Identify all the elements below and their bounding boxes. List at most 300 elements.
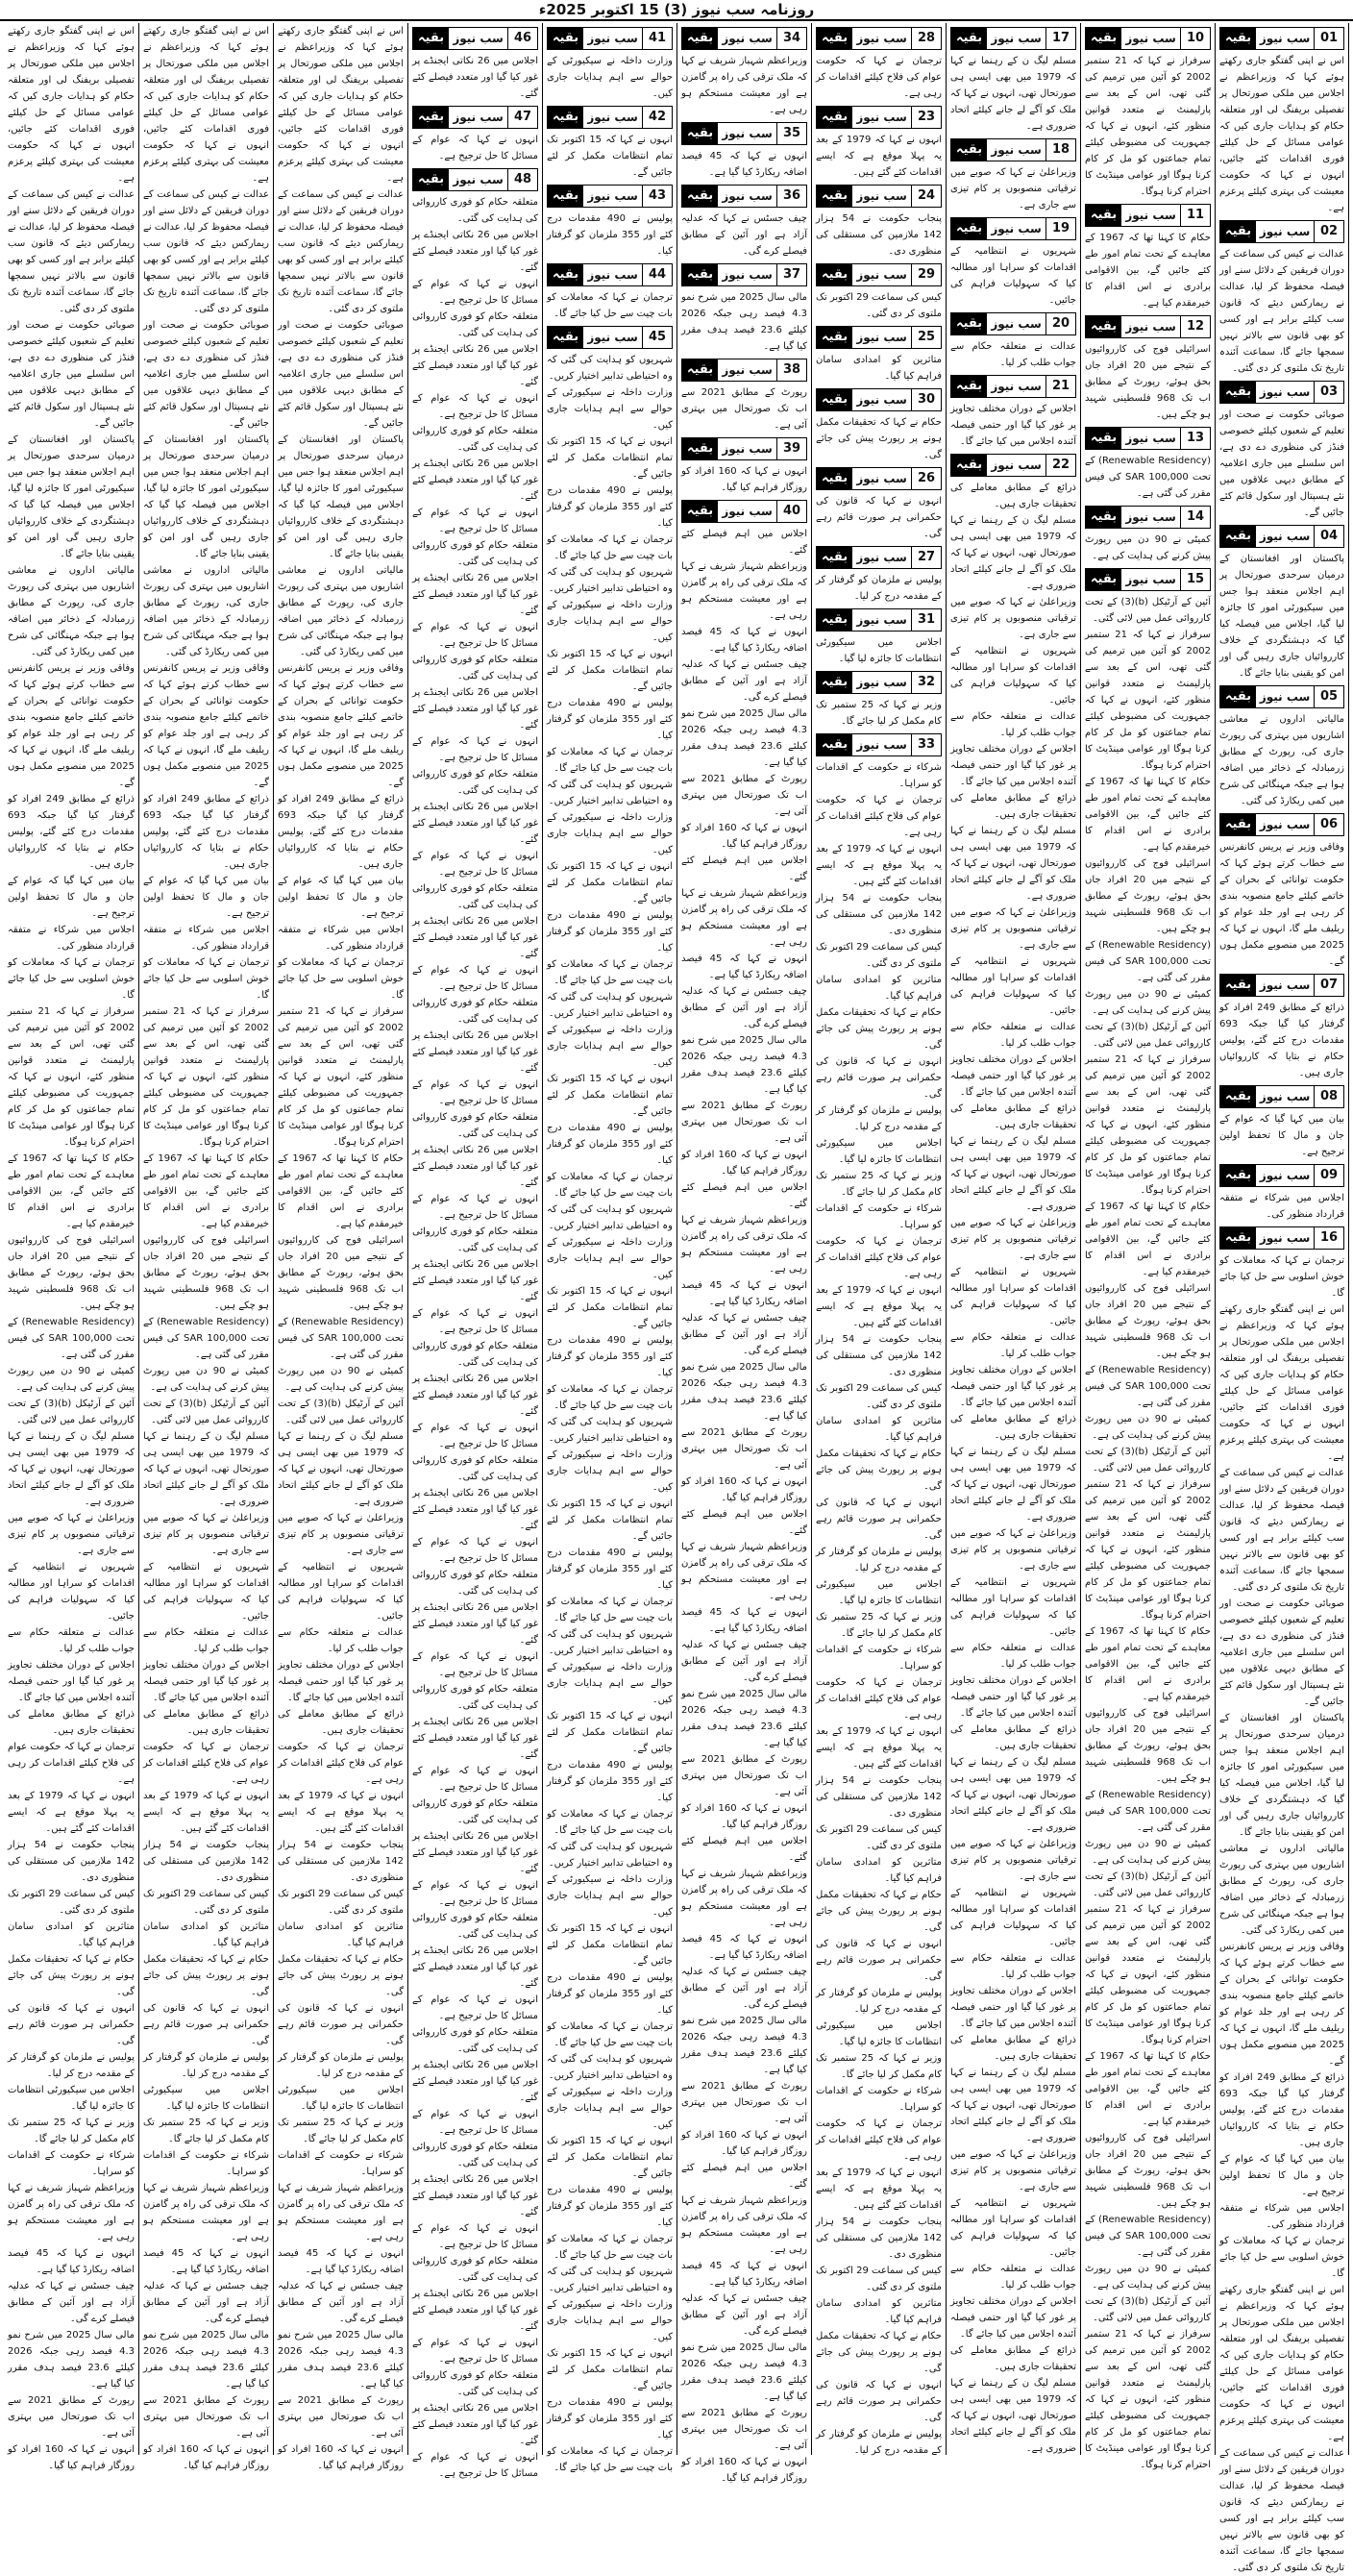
article-text: شہریوں نے انتظامیہ کے اقدامات کو سراہا اور مطالبہ کیا کہ سہولیات فراہم کی جائیں۔: [950, 1577, 1076, 1637]
article-text: ذرائع کے مطابق 249 افراد کو گرفتار کیا گیا جبکہ 693 مقدمات درج کئے گئے، پولیس حکام نے بتایا کہ کارروائیاں جاری ہیں۔: [1219, 2072, 1344, 2148]
article-text: انہوں نے کہا کہ 1979 کے بعد یہ پہلا موقع ہے کہ ایسے اقدامات کئے گئے ہیں۔: [816, 1726, 943, 1770]
article-text: ترجمان نے کہا کہ معاملات کو بات چیت سے حل کیا جائے گا۔: [547, 747, 673, 774]
article-text: (Renewable Residency) کے تحت 100,000 SAR کی فیس مقرر کی گئی ہے۔: [1085, 1790, 1211, 1833]
article-text: انہوں نے کہا کہ قانون کی حکمرانی ہر صورت قائم رہے گی۔: [8, 2003, 135, 2046]
article-header: [1219, 1164, 1344, 1187]
article-source-label: سب نیوز: [722, 505, 773, 518]
article-source-label: سب نیوز: [856, 613, 907, 627]
article-text: انہوں نے کہا کہ 45 فیصد اضافہ ریکارڈ کیا گیا ہے۔: [278, 2248, 404, 2275]
article-text: انہوں نے کہا کہ عوام کے مسائل کا حل ترجیح ہے۔: [412, 1079, 538, 1106]
article-source-label: سب نیوز: [991, 317, 1042, 331]
article-source-label: سب نیوز: [722, 32, 773, 45]
article-header: [681, 27, 807, 50]
article-text: اجلاس میں سیکیورٹی انتظامات کا جائزہ لیا گیا۔: [8, 2085, 135, 2112]
article-text: پولیس نے ملزمان کو گرفتار کر کے مقدمہ درج کر لیا۔: [816, 1105, 942, 1132]
article-text: ترجمان نے کہا کہ معاملات کو بات چیت سے حل کیا جائے گا۔: [547, 2446, 673, 2473]
article-text: متعلقہ حکام کو فوری کارروائی کی ہدایت کی گئی۔: [412, 1798, 538, 1825]
article-text: انہوں نے کہا کہ قانون کی حکمرانی ہر صورت قائم رہے گی۔: [816, 1498, 942, 1541]
page-header: [0, 0, 1353, 21]
article-text: وزارت داخلہ نے سیکیورٹی کے حوالے سے اہم ہدایات جاری کیں۔: [547, 1025, 673, 1068]
article-text: مسلم لیگ ن کے رہنما نے کہا کہ 1979 میں بھی ایسی ہی صورتحال تھی، انہوں نے کہا کہ ملک کو آگے لے جانے کیلئے اتحاد ضروری ہے۔: [950, 2068, 1076, 2143]
article-text: وزارت داخلہ نے سیکیورٹی کے حوالے سے اہم ہدایات جاری کیں۔: [547, 600, 673, 643]
article-text: صوبائی حکومت نے صحت اور تعلیم کے شعبوں کیلئے خصوصی فنڈز کی منظوری دے دی ہے، اس سلسلے میں جاری اعلامیہ کے مطابق دیہی علاقوں میں نئے ہسپتال اور سکول قائم کئے جائیں گے۔: [1219, 409, 1344, 518]
article-text: متعلقہ حکام کو فوری کارروائی کی ہدایت کی گئی۔: [412, 655, 538, 681]
article-text: مالیاتی اداروں نے معاشی اشاریوں میں بہتری کی رپورٹ جاری کی، رپورٹ کے مطابق زرمبادلہ کے ذخائر میں اضافہ ہوا ہے جبکہ مہنگائی کی شرح میں کمی ریکارڈ کی گئی۔: [8, 565, 135, 657]
column-3: [946, 23, 1080, 2455]
article-text: عدالت نے متعلقہ حکام سے جواب طلب کر لیا۔: [950, 1022, 1076, 1049]
article-text: پولیس نے 490 مقدمات درج کئے اور 355 ملزمان کو گرفتار کیا۔: [547, 1335, 673, 1378]
article-text: انہوں نے کہا کہ 45 فیصد اضافہ ریکارڈ کیا گیا ہے۔: [8, 2248, 135, 2275]
article-header: [950, 27, 1076, 50]
article-text: شہریوں کو ہدایت کی گئی کہ وہ احتیاطی تدابیر اختیار کریں۔: [547, 355, 673, 382]
article-text: متاثرین کو امدادی سامان فراہم کیا گیا۔: [816, 355, 942, 382]
article-text: اجلاس میں شرکاء نے متفقہ قرارداد منظور کی۔: [278, 925, 404, 952]
article-text: ترجمان نے کہا کہ معاملات کو بات چیت سے حل کیا جائے گا۔: [547, 959, 673, 986]
article-text: انہوں نے کہا کہ 15 اکتوبر تک تمام انتظامات مکمل کر لئے جائیں گے۔: [547, 135, 673, 178]
article-header: [1085, 506, 1211, 529]
article-text: ترجمان نے کہا کہ معاملات کو بات چیت سے حل کیا جائے گا۔: [547, 2234, 673, 2261]
article-number: 16: [1314, 1227, 1343, 1249]
article-text: ترجمان نے کہا کہ حکومت عوام کی فلاح کیلئے اقدامات کر رہی ہے۔: [143, 1742, 269, 1785]
article-text: وفاقی وزیر نے پریس کانفرنس سے خطاب کرتے ہوئے کہا کہ حکومت توانائی کے بحران کے خاتمے کیلئے جامع منصوبہ بندی کر رہی ہے اور جلد عوام کو ریلیف ملے گا، انہوں نے کہا کہ 2025 میں منصوبے مکمل ہوں گے۔: [8, 663, 135, 788]
article-source-label: سب نیوز: [722, 442, 773, 456]
article-text: متعلقہ حکام کو فوری کارروائی کی ہدایت کی گئی۔: [412, 197, 538, 224]
article-text: انہوں نے کہا کہ 160 افراد کو روزگار فراہم کیا گیا۔: [681, 823, 808, 850]
article-text: اجلاس کے دوران مختلف تجاویز پر غور کیا گیا اور حتمی فیصلہ آئندہ اجلاس میں کیا جائے گا۔: [278, 1660, 404, 1703]
article-source-label: سب نیوز: [587, 189, 638, 203]
article-text: (Renewable Residency) کے تحت 100,000 SAR کی فیس مقرر کی گئی ہے۔: [1085, 456, 1211, 499]
article-text: ترجمان نے کہا کہ معاملات کو بات چیت سے حل کیا جائے گا۔: [547, 1384, 673, 1411]
article-text: متعلقہ حکام کو فوری کارروائی کی ہدایت کی گئی۔: [412, 2142, 538, 2168]
article-source-label: سب نیوز: [856, 551, 907, 564]
article-text: اجلاس میں 26 نکاتی ایجنڈے پر غور کیا گیا اور متعدد فیصلے کئے گئے۔: [412, 573, 539, 616]
article-text: انہوں نے کہا کہ 15 اکتوبر تک تمام انتظامات مکمل کر لئے جائیں گے۔: [547, 436, 673, 480]
article-source-label: سب نیوز: [1259, 530, 1311, 543]
article-text: عدالت نے کیس کی سماعت کے دوران فریقین کے دلائل سنے اور فیصلہ محفوظ کر لیا، عدالت نے ریمارکس دیئے کہ قانون سب کیلئے برابر ہے اور کسی کو بھی قانون سے بالاتر نہیں سمجھا جائے گا، سماعت آئندہ تاریخ تک ملتوی کر دی گئی۔: [1219, 249, 1344, 374]
article-text: انہوں نے کہا کہ 15 اکتوبر تک تمام انتظامات مکمل کر لئے جائیں گے۔: [547, 1923, 673, 1967]
article-text: متعلقہ حکام کو فوری کارروائی کی ہدایت کی گئی۔: [412, 311, 538, 338]
article-source-label: سب نیوز: [722, 127, 773, 140]
article-header: [816, 388, 942, 411]
article-text: رپورٹ کے مطابق 2021 سے اب تک صورتحال میں بہتری آئی ہے۔: [681, 2408, 807, 2451]
article-text: عدالت نے متعلقہ حکام سے جواب طلب کر لیا۔: [278, 1627, 404, 1654]
article-text: متعلقہ حکام کو فوری کارروائی کی ہدایت کی گئی۔: [412, 2370, 538, 2397]
article-text: اجلاس میں شرکاء نے متفقہ قرارداد منظور کی۔: [8, 925, 135, 952]
article-header: [681, 359, 807, 382]
article-text: چیف جسٹس نے کہا کہ عدلیہ آزاد ہے اور آئین کے مطابق فیصلے کرے گی۔: [8, 2281, 135, 2324]
article-text: اجلاس میں 26 نکاتی ایجنڈے پر غور کیا گیا اور متعدد فیصلے کئے گئے۔: [412, 1030, 539, 1074]
article-number: 32: [911, 672, 941, 693]
article-text: سرفراز نے کہا کہ 21 ستمبر 2002 کو آئین میں ترمیم کی گئی تھی، اس کے بعد سے پارلیمنٹ نے متعدد قوانین منظور کئے، انہوں نے کہا کہ جمہوریت کی مضبوطی کیلئے تمام جماعتوں کو مل کر کام کرنا ہوگا اور عوامی مینڈیٹ کا احترام کرنا ہوگا۔: [1085, 2329, 1211, 2470]
article-header: [681, 437, 807, 460]
article-number: 38: [776, 359, 806, 381]
article-text: کیس کی سماعت 29 اکتوبر تک ملتوی کر دی گئی۔: [815, 2266, 942, 2292]
continuation-tag: بقیہ: [1220, 28, 1256, 49]
continuation-tag: بقیہ: [548, 327, 583, 348]
article-text: پولیس نے ملزمان کو گرفتار کر کے مقدمہ درج کر لیا۔: [816, 2429, 942, 2456]
article-text: کمیٹی نے 90 دن میں رپورٹ پیش کرنے کی ہدایت کی ہے۔: [1085, 534, 1211, 561]
article-text: متعلقہ حکام کو فوری کارروائی کی ہدایت کی گئی۔: [412, 1913, 538, 1940]
continuation-tag: بقیہ: [1220, 1086, 1256, 1107]
article-text: عدالت نے متعلقہ حکام سے جواب طلب کر لیا۔: [950, 1643, 1076, 1670]
article-text: اجلاس کے دوران مختلف تجاویز پر غور کیا گیا اور حتمی فیصلہ آئندہ اجلاس میں کیا جائے گا۔: [950, 744, 1076, 787]
article-text: اجلاس میں اہم فیصلے کئے گئے۔: [681, 1836, 807, 1863]
article-number: 24: [911, 186, 941, 207]
article-text: شہریوں کو ہدایت کی گئی کہ وہ احتیاطی تدابیر اختیار کریں۔: [547, 780, 673, 806]
continuation-tag: بقیہ: [682, 123, 718, 144]
article-text: بیان میں کہا گیا کہ عوام کے جان و مال کا تحفظ اولین ترجیح ہے۔: [1219, 1114, 1344, 1157]
article-source-label: سب نیوز: [856, 268, 907, 282]
article-text: اجلاس میں 26 نکاتی ایجنڈے پر غور کیا گیا اور متعدد فیصلے کئے گئے۔: [412, 1717, 539, 1760]
article-text: متاثرین کو امدادی سامان فراہم کیا گیا۔: [816, 2298, 942, 2325]
article-text: انہوں نے کہا کہ 1979 کے بعد یہ پہلا موقع ہے کہ ایسے اقدامات کئے گئے ہیں۔: [143, 1791, 270, 1834]
article-text: وزیراعلیٰ نے کہا کہ صوبے میں ترقیاتی منصوبوں پر کام تیزی سے جاری ہے۔: [950, 1218, 1076, 1261]
article-text: انہوں نے کہا کہ 15 اکتوبر تک تمام انتظامات مکمل کر لئے جائیں گے۔: [547, 1499, 673, 1542]
article-source-label: سب نیوز: [1259, 225, 1311, 238]
article-source-label: سب نیوز: [856, 111, 907, 124]
article-source-label: سب نیوز: [1125, 320, 1176, 334]
article-text: صوبائی حکومت نے صحت اور تعلیم کے شعبوں کیلئے خصوصی فنڈز کی منظوری دے دی ہے، اس سلسلے میں جاری اعلامیہ کے مطابق دیہی علاقوں میں نئے ہسپتال اور سکول قائم کئے جائیں گے۔: [278, 320, 404, 429]
article-text: اجلاس میں 26 نکاتی ایجنڈے پر غور کیا گیا اور متعدد فیصلے کئے گئے۔: [412, 1488, 539, 1531]
article-text: وزیراعظم شہباز شریف نے کہا کہ ملک ترقی کی راہ پر گامزن ہے اور معیشت مستحکم ہو رہی ہے۔: [681, 1869, 807, 1928]
article-header: [1219, 220, 1344, 243]
article-text: وزارت داخلہ نے سیکیورٹی کے حوالے سے اہم ہدایات جاری کیں۔: [547, 812, 673, 855]
column-7: [407, 23, 542, 2479]
article-text: کمیٹی نے 90 دن میں رپورٹ پیش کرنے کی ہدایت کی ہے۔: [1085, 989, 1211, 1016]
article-text: مسلم لیگ ن کے رہنما نے کہا کہ 1979 میں بھی ایسی ہی صورتحال تھی، انہوں نے کہا کہ ملک کو آگے لے جانے کیلئے اتحاد ضروری ہے۔: [950, 2378, 1076, 2454]
article-text: اس نے اپنی گفتگو جاری رکھتے ہوئے کہا کہ وزیراعظم نے اجلاس میں ملکی صورتحال پر تفصیلی بریفنگ لی اور متعلقہ حکام کو ہدایات جاری کیں کہ عوامی مسائل کے حل کیلئے فوری اقدامات کئے جائیں، انہوں نے کہا کہ حکومت معیشت کی بہتری کیلئے پرعزم ہے۔: [1219, 2285, 1344, 2442]
article-text: شہریوں نے انتظامیہ کے اقدامات کو سراہا اور مطالبہ کیا کہ سہولیات فراہم کی جائیں۔: [950, 956, 1076, 1016]
article-text: انہوں نے کہا کہ 1979 کے بعد یہ پہلا موقع ہے کہ ایسے اقدامات کئے گئے ہیں۔: [816, 1285, 943, 1328]
article-text: ترجمان نے کہا کہ معاملات کو بات چیت سے حل کیا جائے گا۔: [547, 534, 673, 561]
article-header: [547, 263, 673, 286]
article-text: پولیس نے ملزمان کو گرفتار کر کے مقدمہ درج کر لیا۔: [816, 1988, 942, 2015]
article-text: عدالت نے متعلقہ حکام سے جواب طلب کر لیا۔: [8, 1627, 135, 1654]
continuation-tag: بقیہ: [817, 734, 852, 755]
article-text: بیان میں کہا گیا کہ عوام کے جان و مال کا تحفظ اولین ترجیح ہے۔: [143, 876, 269, 919]
article-text: حکام نے کہا کہ تحقیقات مکمل ہونے پر رپورٹ پیش کی جائے گی۔: [278, 1954, 404, 1997]
article-text: اس نے اپنی گفتگو جاری رکھتے ہوئے کہا کہ وزیراعظم نے اجلاس میں ملکی صورتحال پر تفصیلی بریفنگ لی اور متعلقہ حکام کو ہدایات جاری کیں کہ عوامی مسائل کے حل کیلئے فوری اقدامات کئے جائیں، انہوں نے کہا کہ حکومت معیشت کی بہتری کیلئے پرعزم ہے۔: [143, 26, 269, 184]
column-6: [542, 23, 676, 2473]
article-source-label: سب نیوز: [991, 143, 1042, 157]
article-header: [816, 546, 942, 569]
article-text: انہوں نے کہا کہ 160 افراد کو روزگار فراہم کیا گیا۔: [8, 2444, 135, 2471]
article-text: انہوں نے کہا کہ 1979 کے بعد یہ پہلا موقع ہے کہ ایسے اقدامات کئے گئے ہیں۔: [816, 135, 943, 178]
article-text: وزارت داخلہ نے سیکیورٹی کے حوالے سے اہم ہدایات جاری کیں۔: [547, 387, 673, 431]
article-source-label: سب نیوز: [722, 268, 773, 282]
article-text: انہوں نے کہا کہ 45 فیصد اضافہ ریکارڈ کیا گیا ہے۔: [681, 954, 807, 980]
article-text: انہوں نے کہا کہ قانون کی حکمرانی ہر صورت قائم رہے گی۔: [278, 2003, 404, 2046]
article-text: ترجمان نے کہا کہ حکومت عوام کی فلاح کیلئے اقدامات کر رہی ہے۔: [816, 56, 942, 99]
continuation-tag: بقیہ: [1220, 975, 1256, 996]
article-text: اجلاس میں اہم فیصلے کئے گئے۔: [681, 1182, 807, 1209]
continuation-tag: بقیہ: [1086, 569, 1121, 590]
article-header: [547, 27, 673, 50]
continuation-tag: بقیہ: [817, 28, 852, 49]
article-text: حکام نے کہا کہ تحقیقات مکمل ہونے پر رپورٹ پیش کی جائے گی۔: [816, 1449, 942, 1492]
article-text: مالی سال 2025 میں شرح نمو 4.3 فیصد رہی جبکہ 2026 کیلئے 23.6 فیصد ہدف مقرر کیا گیا ہے۔: [143, 2330, 269, 2390]
article-header: [816, 608, 942, 632]
article-text: انہوں نے کہا کہ قانون کی حکمرانی ہر صورت قائم رہے گی۔: [143, 2003, 269, 2046]
continuation-tag: بقیہ: [951, 218, 987, 239]
continuation-tag: بقیہ: [817, 327, 852, 348]
continuation-tag: بقیہ: [951, 28, 987, 49]
article-text: کمیٹی نے 90 دن میں رپورٹ پیش کرنے کی ہدایت کی ہے۔: [143, 1366, 269, 1393]
article-text: اسرائیلی فوج کی کارروائیوں کے نتیجے میں 20 افراد جاں بحق ہوئے، رپورٹ کے مطابق اب تک 968 فلسطینی شہید ہو چکے ہیں۔: [278, 1235, 404, 1311]
article-source-label: سب نیوز: [1125, 32, 1176, 45]
article-text: انہوں نے کہا کہ 1979 کے بعد یہ پہلا موقع ہے کہ ایسے اقدامات کئے گئے ہیں۔: [816, 2167, 943, 2211]
article-text: وزیر نے کہا کہ 25 ستمبر تک کام مکمل کر لیا جائے گا۔: [816, 1171, 942, 1198]
article-text: وزارت داخلہ نے سیکیورٹی کے حوالے سے اہم ہدایات جاری کیں۔: [547, 1237, 673, 1280]
article-source-label: سب نیوز: [1259, 1090, 1311, 1103]
article-header: [681, 185, 807, 208]
article-source-label: سب نیوز: [1259, 1169, 1311, 1182]
article-text: رپورٹ کے مطابق 2021 سے اب تک صورتحال میں بہتری آئی ہے۔: [278, 2395, 404, 2439]
article-text: شہریوں نے انتظامیہ کے اقدامات کو سراہا اور مطالبہ کیا کہ سہولیات فراہم کی جائیں۔: [950, 1267, 1076, 1326]
article-text: مالیاتی اداروں نے معاشی اشاریوں میں بہتری کی رپورٹ جاری کی، رپورٹ کے مطابق زرمبادلہ کے ذخائر میں اضافہ ہوا ہے جبکہ مہنگائی کی شرح میں کمی ریکارڈ کی گئی۔: [1219, 1844, 1344, 1936]
continuation-tag: بقیہ: [682, 438, 718, 459]
article-text: وزیر نے کہا کہ 25 ستمبر تک کام مکمل کر لیا جائے گا۔: [816, 2053, 942, 2080]
article-text: رپورٹ کے مطابق 2021 سے اب تک صورتحال میں بہتری آئی ہے۔: [681, 1754, 807, 1797]
article-number: 22: [1046, 455, 1075, 476]
article-text: عدالت نے متعلقہ حکام سے جواب طلب کر لیا۔: [950, 1332, 1076, 1359]
article-text: اجلاس میں 26 نکاتی ایجنڈے پر غور کیا گیا اور متعدد فیصلے کئے گئے۔: [412, 1145, 539, 1188]
article-text: آئین کے آرٹیکل (b)(3) کے تحت کارروائی عمل میں لائی گئی۔: [1085, 1022, 1211, 1049]
article-number: 04: [1314, 526, 1343, 547]
article-header: [1085, 315, 1211, 338]
article-text: انہوں نے کہا کہ قانون کی حکمرانی ہر صورت قائم رہے گی۔: [816, 1056, 942, 1100]
article-header: [1085, 204, 1211, 227]
article-text: انہوں نے کہا کہ عوام کے مسائل کا حل ترجیح ہے۔: [412, 851, 538, 878]
continuation-tag: بقیہ: [413, 28, 449, 49]
article-text: ترجمان نے کہا کہ معاملات کو بات چیت سے حل کیا جائے گا۔: [547, 1172, 673, 1199]
continuation-tag: بقیہ: [1086, 507, 1121, 528]
article-text: عدالت نے کیس کی سماعت کے دوران فریقین کے دلائل سنے اور فیصلہ محفوظ کر لیا، عدالت نے ریمارکس دیئے کہ قانون سب کیلئے برابر ہے اور کسی کو بھی قانون سے بالاتر نہیں سمجھا جائے گا، سماعت آئندہ تاریخ تک ملتوی کر دی گئی۔: [278, 189, 404, 314]
article-text: شہریوں نے انتظامیہ کے اقدامات کو سراہا اور مطالبہ کیا کہ سہولیات فراہم کی جائیں۔: [950, 646, 1076, 706]
article-text: ذرائع کے مطابق معاملے کی تحقیقات جاری ہیں۔: [950, 2345, 1076, 2372]
article-text: مالی سال 2025 میں شرح نمو 4.3 فیصد رہی جبکہ 2026 کیلئے 23.6 فیصد ہدف مقرر کیا گیا ہے۔: [681, 708, 807, 768]
article-text: آئین کے آرٹیکل (b)(3) کے تحت کارروائی عمل میں لائی گئی۔: [278, 1399, 404, 1425]
article-text: انہوں نے کہا کہ 45 فیصد اضافہ ریکارڈ کیا گیا ہے۔: [681, 1934, 807, 1961]
article-number: 35: [776, 123, 806, 144]
article-text: رپورٹ کے مطابق 2021 سے اب تک صورتحال میں بہتری آئی ہے۔: [681, 1101, 807, 1144]
article-text: آئین کے آرٹیکل (b)(3) کے تحت کارروائی عمل میں لائی گئی۔: [143, 1399, 269, 1425]
article-text: اجلاس میں 26 نکاتی ایجنڈے پر غور کیا گیا اور متعدد فیصلے کئے گئے۔: [412, 2060, 539, 2103]
article-text: شہریوں نے انتظامیہ کے اقدامات کو سراہا اور مطالبہ کیا کہ سہولیات فراہم کی جائیں۔: [143, 1562, 269, 1622]
article-text: مسلم لیگ ن کے رہنما نے کہا کہ 1979 میں بھی ایسی ہی صورتحال تھی، انہوں نے کہا کہ ملک کو آگے لے جانے کیلئے اتحاد ضروری ہے۔: [950, 1757, 1076, 1833]
article-source-label: سب نیوز: [453, 32, 504, 45]
article-text: انہوں نے کہا کہ 15 اکتوبر تک تمام انتظامات مکمل کر لئے جائیں گے۔: [547, 2348, 673, 2391]
article-text: وفاقی وزیر نے پریس کانفرنس سے خطاب کرتے ہوئے کہا کہ حکومت توانائی کے بحران کے خاتمے کیلئے جامع منصوبہ بندی کر رہی ہے اور جلد عوام کو ریلیف ملے گا، انہوں نے کہا کہ 2025 میں منصوبے مکمل ہوں گے۔: [1219, 842, 1344, 967]
article-text: پولیس نے 490 مقدمات درج کئے اور 355 ملزمان کو گرفتار کیا۔: [547, 2185, 673, 2228]
article-text: سرفراز نے کہا کہ 21 ستمبر 2002 کو آئین میں ترمیم کی گئی تھی، اس کے بعد سے پارلیمنٹ نے متعدد قوانین منظور کئے، انہوں نے کہا کہ جمہوریت کی مضبوطی کیلئے تمام جماعتوں کو مل کر کام کرنا ہوگا اور عوامی مینڈیٹ کا احترام کرنا ہوگا۔: [1085, 56, 1211, 197]
article-text: اجلاس میں اہم فیصلے کئے گئے۔: [681, 529, 807, 556]
article-text: اسرائیلی فوج کی کارروائیوں کے نتیجے میں 20 افراد جاں بحق ہوئے، رپورٹ کے مطابق اب تک 968 فلسطینی شہید ہو چکے ہیں۔: [8, 1235, 135, 1311]
article-text: وزیراعلیٰ نے کہا کہ صوبے میں ترقیاتی منصوبوں پر کام تیزی سے جاری ہے۔: [950, 907, 1076, 951]
article-text: ترجمان نے کہا کہ حکومت عوام کی فلاح کیلئے اقدامات کر رہی ہے۔: [816, 2118, 942, 2162]
article-header: [1219, 685, 1344, 708]
article-text: وزیر نے کہا کہ 25 ستمبر تک کام مکمل کر لیا جائے گا۔: [816, 1612, 942, 1639]
article-header: [816, 733, 942, 756]
article-text: حکام نے کہا کہ تحقیقات مکمل ہونے پر رپورٹ پیش کی جائے گی۔: [816, 2331, 942, 2374]
article-text: متاثرین کو امدادی سامان فراہم کیا گیا۔: [816, 975, 942, 1002]
article-text: وزیراعظم شہباز شریف نے کہا کہ ملک ترقی کی راہ پر گامزن ہے اور معیشت مستحکم ہو رہی ہے۔: [8, 2183, 135, 2242]
article-text: متاثرین کو امدادی سامان فراہم کیا گیا۔: [816, 1416, 942, 1443]
article-text: شہریوں نے انتظامیہ کے اقدامات کو سراہا اور مطالبہ کیا کہ سہولیات فراہم کی جائیں۔: [950, 1888, 1076, 1947]
article-number: 45: [642, 327, 672, 348]
article-source-label: سب نیوز: [856, 189, 907, 203]
article-text: (Renewable Residency) کے تحت 100,000 SAR کی فیس مقرر کی گئی ہے۔: [8, 1317, 135, 1360]
article-text: آئین کے آرٹیکل (b)(3) کے تحت کارروائی عمل میں لائی گئی۔: [8, 1399, 135, 1425]
article-text: حکام کا کہنا تھا کہ 1967 کے معاہدے کے تحت تمام امور طے کئے جائیں گے، بین الاقوامی برادری نے اس اقدام کا خیرمقدم کیا ہے۔: [1085, 2051, 1211, 2127]
continuation-tag: بقیہ: [413, 107, 449, 128]
article-text: انہوں نے کہا کہ عوام کے مسائل کا حل ترجیح ہے۔: [412, 622, 538, 649]
article-number: 03: [1314, 382, 1343, 403]
article-text: انہوں نے کہا کہ 160 افراد کو روزگار فراہم کیا گیا۔: [278, 2444, 405, 2471]
article-text: سرفراز نے کہا کہ 21 ستمبر 2002 کو آئین میں ترمیم کی گئی تھی، اس کے بعد سے پارلیمنٹ نے متعدد قوانین منظور کئے، انہوں نے کہا کہ جمہوریت کی مضبوطی کیلئے تمام جماعتوں کو مل کر کام کرنا ہوگا اور عوامی مینڈیٹ کا احترام کرنا ہوگا۔: [1085, 1479, 1211, 1621]
article-header: [547, 326, 673, 349]
article-text: (Renewable Residency) کے تحت 100,000 SAR کی فیس مقرر کی گئی ہے۔: [143, 1317, 269, 1360]
article-header: [950, 138, 1076, 161]
article-text: مسلم لیگ ن کے رہنما نے کہا کہ 1979 میں بھی ایسی ہی صورتحال تھی، انہوں نے کہا کہ ملک کو آگے لے جانے کیلئے اتحاد ضروری ہے۔: [143, 1431, 269, 1507]
continuation-tag: بقیہ: [951, 455, 987, 476]
article-header: [547, 185, 673, 208]
continuation-tag: بقیہ: [1220, 1227, 1256, 1249]
article-number: 06: [1314, 814, 1343, 835]
article-text: شرکاء نے حکومت کے اقدامات کو سراہا۔: [8, 2150, 135, 2177]
article-source-label: سب نیوز: [1259, 978, 1311, 992]
article-text: متعلقہ حکام کو فوری کارروائی کی ہدایت کی گئی۔: [412, 883, 538, 910]
article-text: عدالت نے کیس کی سماعت کے دوران فریقین کے دلائل سنے اور فیصلہ محفوظ کر لیا، عدالت نے ریمارکس دیئے کہ قانون سب کیلئے برابر ہے اور کسی کو بھی قانون سے بالاتر نہیں سمجھا جائے گا، سماعت آئندہ تاریخ تک ملتوی کر دی گئی۔: [1219, 1468, 1344, 1593]
article-text: آئین کے آرٹیکل (b)(3) کے تحت کارروائی عمل میں لائی گئی۔: [1085, 1871, 1211, 1898]
article-text: پولیس نے 490 مقدمات درج کئے اور 355 ملزمان کو گرفتار کیا۔: [547, 910, 673, 954]
article-header: [1219, 813, 1344, 836]
article-text: متاثرین کو امدادی سامان فراہم کیا گیا۔: [816, 1857, 942, 1884]
article-text: وزارت داخلہ نے سیکیورٹی کے حوالے سے اہم ہدایات جاری کیں۔: [547, 1662, 673, 1705]
article-header: [816, 106, 942, 129]
article-text: پولیس نے 490 مقدمات درج کئے اور 355 ملزمان کو گرفتار کیا۔: [547, 485, 673, 529]
article-number: 23: [911, 107, 941, 128]
article-text: وزارت داخلہ نے سیکیورٹی کے حوالے سے اہم ہدایات جاری کیں۔: [547, 1874, 673, 1918]
article-text: اجلاس میں شرکاء نے متفقہ قرارداد منظور کی۔: [1219, 1193, 1344, 1220]
continuation-tag: بقیہ: [951, 139, 987, 161]
article-text: متعلقہ حکام کو فوری کارروائی کی ہدایت کی گئی۔: [412, 1455, 538, 1482]
article-text: مالی سال 2025 میں شرح نمو 4.3 فیصد رہی جبکہ 2026 کیلئے 23.6 فیصد ہدف مقرر کیا گیا ہے۔: [681, 1035, 807, 1095]
article-header: [412, 27, 538, 50]
article-text: وزارت داخلہ نے سیکیورٹی کے حوالے سے اہم ہدایات جاری کیں۔: [547, 2299, 673, 2342]
article-text: اجلاس میں 26 نکاتی ایجنڈے پر غور کیا گیا اور متعدد فیصلے کئے گئے۔: [412, 1374, 539, 1417]
article-text: وزیراعلیٰ نے کہا کہ صوبے میں ترقیاتی منصوبوں پر کام تیزی سے جاری ہے۔: [950, 167, 1076, 211]
article-text: مالی سال 2025 میں شرح نمو 4.3 فیصد رہی جبکہ 2026 کیلئے 23.6 فیصد ہدف مقرر کیا گیا ہے۔: [681, 292, 807, 352]
article-text: بیان میں کہا گیا کہ عوام کے جان و مال کا تحفظ اولین ترجیح ہے۔: [8, 876, 135, 919]
article-number: 10: [1180, 28, 1210, 49]
article-text: مالیاتی اداروں نے معاشی اشاریوں میں بہتری کی رپورٹ جاری کی، رپورٹ کے مطابق زرمبادلہ کے ذخائر میں اضافہ ہوا ہے جبکہ مہنگائی کی شرح میں کمی ریکارڈ کی گئی۔: [1219, 714, 1344, 806]
article-number: 34: [776, 28, 806, 49]
article-source-label: سب نیوز: [587, 268, 638, 282]
article-text: رپورٹ کے مطابق 2021 سے اب تک صورتحال میں بہتری آئی ہے۔: [681, 774, 807, 817]
article-number: 21: [1046, 376, 1075, 397]
article-text: مالی سال 2025 میں شرح نمو 4.3 فیصد رہی جبکہ 2026 کیلئے 23.6 فیصد ہدف مقرر کیا گیا ہے۔: [681, 2342, 807, 2402]
article-text: پاکستان اور افغانستان کے درمیان سرحدی صورتحال پر اہم اجلاس منعقد ہوا جس میں سیکیورٹی امور کا جائزہ لیا گیا، اجلاس میں فیصلہ کیا گیا کہ دہشتگردی کے خلاف کارروائیاں جاری رہیں گی اور امن کو یقینی بنایا جائے گا۔: [143, 434, 269, 559]
continuation-tag: بقیہ: [682, 186, 718, 207]
article-text: شہریوں کو ہدایت کی گئی کہ وہ احتیاطی تدابیر اختیار کریں۔: [547, 567, 673, 594]
article-text: انہوں نے کہا کہ 15 اکتوبر تک تمام انتظامات مکمل کر لئے جائیں گے۔: [547, 1711, 673, 1754]
article-source-label: سب نیوز: [453, 111, 504, 124]
article-text: انہوں نے کہا کہ 45 فیصد اضافہ ریکارڈ کیا گیا ہے۔: [681, 1607, 807, 1634]
article-text: شرکاء نے حکومت کے اقدامات کو سراہا۔: [816, 762, 942, 789]
article-text: انہوں نے کہا کہ 15 اکتوبر تک تمام انتظامات مکمل کر لئے جائیں گے۔: [547, 2136, 673, 2179]
article-text: رپورٹ کے مطابق 2021 سے اب تک صورتحال میں بہتری آئی ہے۔: [681, 2081, 807, 2124]
article-text: کیس کی سماعت 29 اکتوبر تک ملتوی کر دی گئی۔: [8, 1889, 135, 1916]
article-text: انہوں نے کہا کہ 160 افراد کو روزگار فراہم کیا گیا۔: [143, 2444, 270, 2471]
article-source-label: سب نیوز: [991, 380, 1042, 393]
continuation-tag: بقیہ: [817, 468, 852, 489]
article-header: [950, 375, 1076, 398]
article-number: 37: [776, 264, 806, 285]
article-source-label: سب نیوز: [991, 222, 1042, 235]
article-text: ذرائع کے مطابق معاملے کی تحقیقات جاری ہیں۔: [8, 1709, 135, 1736]
continuation-tag: بقیہ: [1220, 221, 1256, 242]
article-text: وزیر نے کہا کہ 25 ستمبر تک کام مکمل کر لیا جائے گا۔: [816, 700, 942, 727]
article-text: ذرائع کے مطابق معاملے کی تحقیقات جاری ہیں۔: [950, 2035, 1076, 2062]
article-number: 44: [642, 264, 672, 285]
article-text: صوبائی حکومت نے صحت اور تعلیم کے شعبوں کیلئے خصوصی فنڈز کی منظوری دے دی ہے، اس سلسلے میں جاری اعلامیہ کے مطابق دیہی علاقوں میں نئے ہسپتال اور سکول قائم کئے جائیں گے۔: [143, 320, 269, 429]
article-text: اجلاس میں اہم فیصلے کئے گئے۔: [681, 2163, 807, 2190]
article-text: چیف جسٹس نے کہا کہ عدلیہ آزاد ہے اور آئین کے مطابق فیصلے کرے گی۔: [681, 213, 807, 257]
article-number: 27: [911, 547, 941, 568]
article-text: کمیٹی نے 90 دن میں رپورٹ پیش کرنے کی ہدایت کی ہے۔: [1085, 2264, 1211, 2291]
article-text: مالی سال 2025 میں شرح نمو 4.3 فیصد رہی جبکہ 2026 کیلئے 23.6 فیصد ہدف مقرر کیا گیا ہے۔: [681, 1689, 807, 1748]
article-source-label: سب نیوز: [1259, 1231, 1311, 1245]
article-number: 31: [911, 609, 941, 631]
article-text: ترجمان نے کہا کہ حکومت عوام کی فلاح کیلئے اقدامات کر رہی ہے۔: [278, 1742, 404, 1785]
article-text: شرکاء نے حکومت کے اقدامات کو سراہا۔: [816, 1203, 942, 1230]
article-number: 07: [1314, 975, 1343, 996]
article-text: انہوں نے کہا کہ 160 افراد کو روزگار فراہم کیا گیا۔: [681, 466, 808, 493]
article-text: ذرائع کے مطابق معاملے کی تحقیقات جاری ہیں۔: [950, 793, 1076, 820]
article-source-label: سب نیوز: [587, 32, 638, 45]
continuation-tag: بقیہ: [682, 264, 718, 285]
article-text: انہوں نے کہا کہ عوام کے مسائل کا حل ترجیح ہے۔: [412, 2338, 538, 2365]
article-header: [547, 106, 673, 129]
article-text: مالیاتی اداروں نے معاشی اشاریوں میں بہتری کی رپورٹ جاری کی، رپورٹ کے مطابق زرمبادلہ کے ذخائر میں اضافہ ہوا ہے جبکہ مہنگائی کی شرح میں کمی ریکارڈ کی گئی۔: [278, 565, 404, 657]
article-text: متاثرین کو امدادی سامان فراہم کیا گیا۔: [8, 1921, 135, 1948]
article-text: رپورٹ کے مطابق 2021 سے اب تک صورتحال میں بہتری آئی ہے۔: [8, 2395, 135, 2439]
article-text: پاکستان اور افغانستان کے درمیان سرحدی صورتحال پر اہم اجلاس منعقد ہوا جس میں سیکیورٹی امور کا جائزہ لیا گیا، اجلاس میں فیصلہ کیا گیا کہ دہشتگردی کے خلاف کارروائیاں جاری رہیں گی اور امن کو یقینی بنایا جائے گا۔: [8, 434, 135, 559]
continuation-tag: بقیہ: [1086, 428, 1121, 449]
article-text: پولیس نے 490 مقدمات درج کئے اور 355 ملزمان کو گرفتار کیا۔: [547, 213, 673, 257]
article-text: پولیس نے 490 مقدمات درج کئے اور 355 ملزمان کو گرفتار کیا۔: [547, 1760, 673, 1803]
article-text: متعلقہ حکام کو فوری کارروائی کی ہدایت کی گئی۔: [412, 2027, 538, 2054]
column-2: [1080, 23, 1215, 2470]
article-number: 17: [1046, 28, 1075, 49]
article-source-label: سب نیوز: [1125, 573, 1176, 586]
article-text: رپورٹ کے مطابق 2021 سے اب تک صورتحال میں بہتری آئی ہے۔: [681, 387, 807, 431]
article-text: عدالت نے متعلقہ حکام سے جواب طلب کر لیا۔: [950, 1953, 1076, 1980]
article-text: حکام کا کہنا تھا کہ 1967 کے معاہدے کے تحت تمام امور طے کئے جائیں گے، بین الاقوامی برادری نے اس اقدام کا خیرمقدم کیا ہے۔: [278, 1153, 404, 1229]
continuation-tag: بقیہ: [817, 672, 852, 693]
article-text: مالی سال 2025 میں شرح نمو 4.3 فیصد رہی جبکہ 2026 کیلئے 23.6 فیصد ہدف مقرر کیا گیا ہے۔: [278, 2330, 404, 2390]
article-text: انہوں نے کہا کہ عوام کے مسائل کا حل ترجیح ہے۔: [412, 1537, 538, 1564]
article-text: وزیراعلیٰ نے کہا کہ صوبے میں ترقیاتی منصوبوں پر کام تیزی سے جاری ہے۔: [278, 1513, 404, 1556]
article-text: مالی سال 2025 میں شرح نمو 4.3 فیصد رہی جبکہ 2026 کیلئے 23.6 فیصد ہدف مقرر کیا گیا ہے۔: [681, 1362, 807, 1422]
article-text: متعلقہ حکام کو فوری کارروائی کی ہدایت کی گئی۔: [412, 1684, 538, 1711]
article-text: اجلاس میں 26 نکاتی ایجنڈے پر غور کیا گیا اور متعدد فیصلے کئے گئے۔: [412, 2289, 539, 2332]
article-source-label: سب نیوز: [453, 173, 504, 186]
continuation-tag: بقیہ: [1220, 1165, 1256, 1186]
article-text: انہوں نے کہا کہ 160 افراد کو روزگار فراہم کیا گیا۔: [681, 1476, 808, 1503]
article-source-label: سب نیوز: [1259, 690, 1311, 704]
